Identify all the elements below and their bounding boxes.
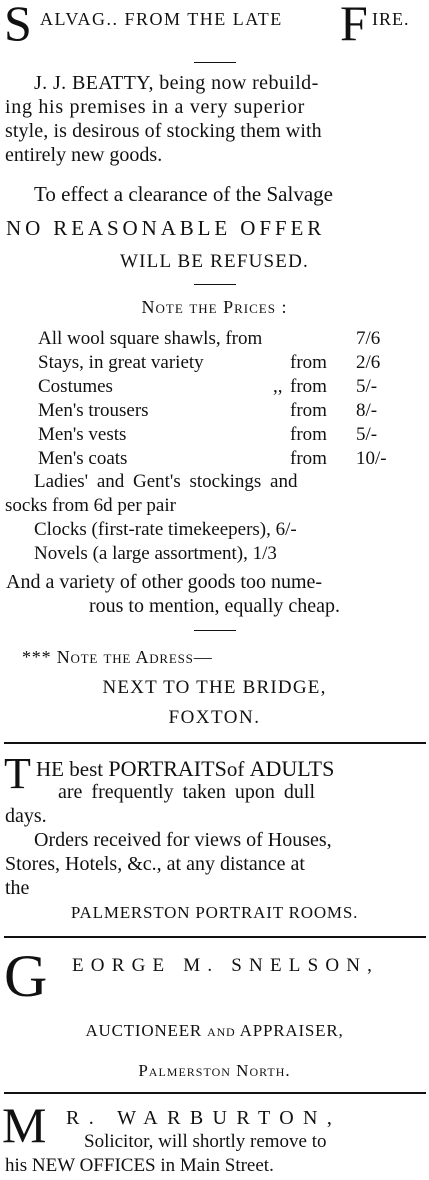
price-item: Costumes	[38, 376, 113, 397]
para1-line2: ing his premises in a very superior	[5, 96, 305, 118]
price-amount: 2/6	[356, 352, 381, 373]
stockings-line2: socks from 6d per pair	[5, 495, 176, 516]
portraits-line4: Orders received for views of Houses,	[34, 829, 332, 851]
novels-line: Novels (a large assortment), 1/3	[34, 543, 277, 564]
variety-line2: rous to mention, equally cheap.	[88, 595, 341, 617]
price-from: from	[290, 424, 327, 445]
address-line2: FOXTON.	[168, 707, 261, 728]
initial-g: G	[4, 943, 48, 1009]
initial-m: M	[2, 1097, 47, 1153]
para1-line4: entirely new goods.	[5, 144, 163, 166]
price-amount: 5/-	[356, 376, 378, 397]
price-row	[38, 376, 394, 398]
price-item: Men's vests	[38, 424, 127, 445]
address-line1: NEXT TO THE BRIDGE,	[102, 677, 327, 698]
portraits-line3: days.	[5, 805, 47, 827]
price-mark: ,,	[273, 376, 283, 397]
price-row	[38, 400, 394, 422]
price-amount: 5/-	[356, 424, 378, 445]
column-divider	[4, 1092, 426, 1094]
price-item: Men's trousers	[38, 400, 149, 421]
price-item: Stays, in great variety	[38, 352, 204, 373]
address-note: *** Note the Adress—	[22, 647, 213, 667]
price-from: from	[290, 400, 327, 421]
variety-line1: And a variety of other goods too nume-	[6, 571, 323, 593]
warburton-line2: Solicitor, will shortly remove to	[84, 1131, 327, 1152]
text-of: of	[226, 757, 245, 781]
column-divider	[4, 936, 426, 938]
price-item: All wool square shawls, from	[38, 328, 263, 349]
note-the-prices: Note the Prices :	[141, 297, 288, 317]
portraits-line6: the	[5, 877, 30, 899]
portraits-line5: Stores, Hotels, &c., at any distance at	[5, 853, 305, 875]
clocks-line: Clocks (first-rate timekeepers), 6/-	[34, 519, 297, 540]
snelson-title	[0, 1022, 429, 1039]
para1-line3: style, is desirous of stocking them with	[5, 120, 322, 142]
text-he-best: HE best	[36, 757, 104, 781]
price-row	[38, 424, 394, 446]
text-auctioneer: AUCTIONEER	[85, 1021, 203, 1040]
no-reasonable-offer: NO REASONABLE OFFER	[6, 216, 326, 240]
portraits-line1	[36, 758, 334, 780]
text-adults: ADULTS	[249, 756, 335, 781]
warburton-line3: his NEW OFFICES in Main Street.	[5, 1155, 274, 1176]
headline-initial-s: S	[4, 0, 32, 51]
price-row	[38, 448, 394, 470]
warburton-name: R. WARBURTON,	[66, 1107, 342, 1129]
price-row	[38, 352, 394, 374]
rule	[194, 62, 236, 63]
rule	[194, 284, 236, 285]
text-and: and	[207, 1021, 236, 1040]
price-row	[38, 328, 394, 350]
price-from: from	[290, 376, 327, 397]
price-amount: 10/-	[356, 448, 387, 469]
price-amount: 8/-	[356, 400, 378, 421]
para2: To effect a clearance of the Salvage	[34, 182, 333, 206]
headline-middle: ALVAG.. FROM THE LATE	[40, 9, 283, 29]
portraits-line2: are frequently taken upon dull	[58, 781, 316, 803]
text-portraits: PORTRAITS	[108, 756, 227, 781]
column-divider	[4, 742, 426, 744]
snelson-name: EORGE M. SNELSON,	[72, 955, 380, 976]
text-appraiser: APPRAISER,	[239, 1021, 344, 1040]
rule	[194, 630, 236, 631]
price-amount: 7/6	[356, 328, 381, 349]
price-item: Men's coats	[38, 448, 128, 469]
para1-line1: J. J. BEATTY, being now rebuild-	[34, 72, 319, 94]
will-be-refused: WILL BE REFUSED.	[120, 251, 309, 272]
snelson-place: Palmerston North.	[138, 1061, 291, 1080]
portraits-rooms: PALMERSTON PORTRAIT ROOMS.	[70, 903, 359, 922]
headline-initial-f: F	[340, 0, 368, 51]
initial-t: T	[4, 749, 31, 798]
stockings-line1: Ladies' and Gent's stockings and	[34, 471, 298, 492]
headline-end: IRE.	[372, 9, 410, 29]
price-from: from	[290, 448, 327, 469]
price-from: from	[290, 352, 327, 373]
